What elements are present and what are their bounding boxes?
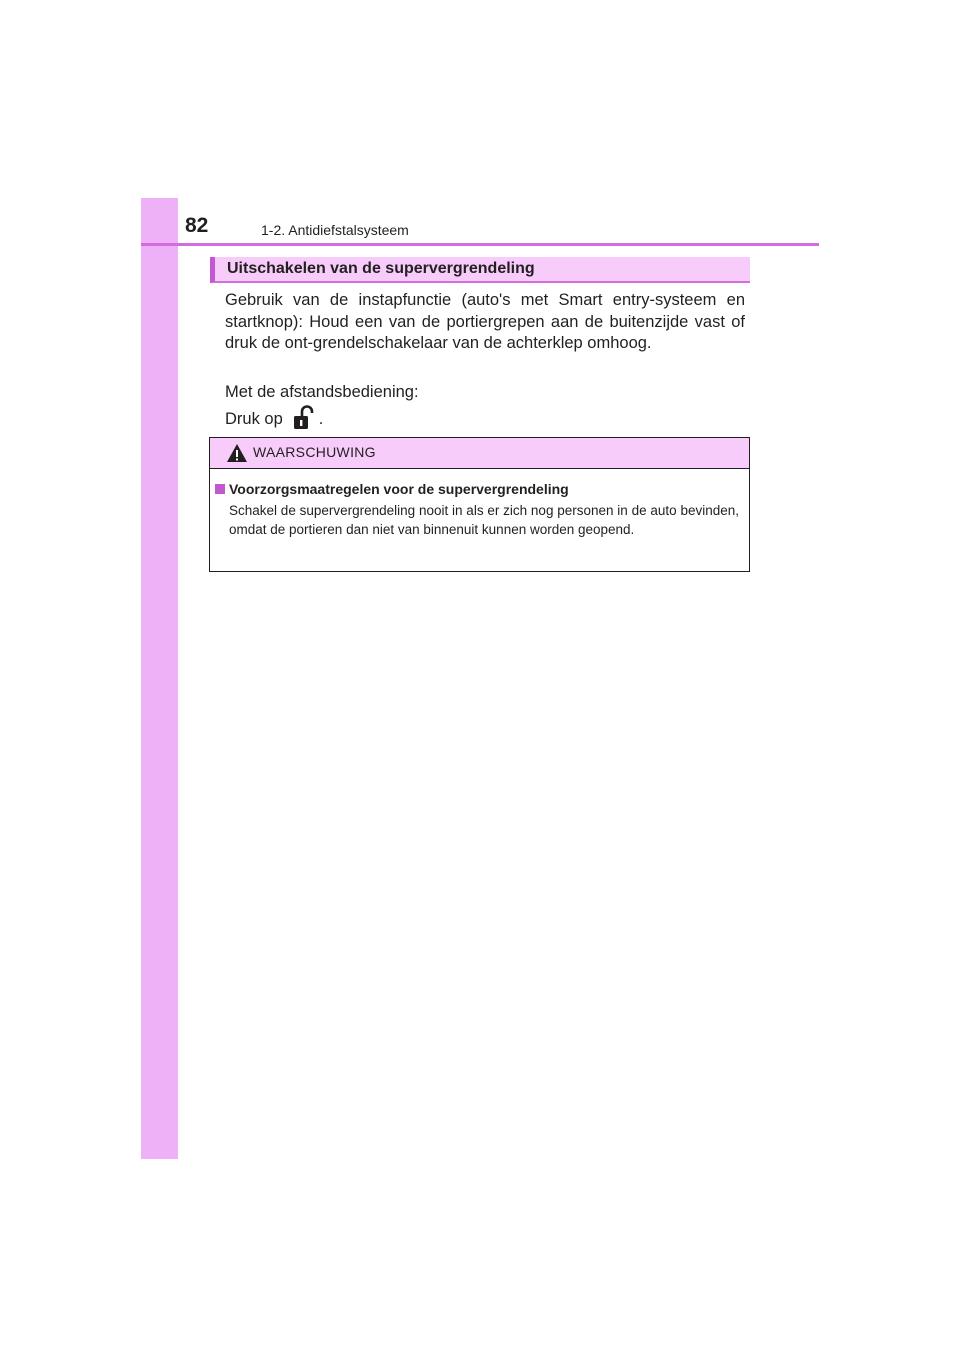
side-tab-strip (141, 198, 178, 1159)
header-rule (141, 243, 819, 246)
remote-press-line (225, 404, 745, 431)
warning-header (210, 438, 749, 469)
bullet-square-icon (215, 484, 225, 494)
warning-label: WAARSCHUWING (253, 444, 376, 460)
section-reference: 1-2. Antidiefstalsysteem (261, 222, 409, 238)
remote-label: Met de afstandsbediening: (225, 383, 419, 401)
remote-paragraph (225, 382, 745, 430)
unlock-icon (289, 404, 315, 430)
remote-press-suffix: . (318, 409, 324, 428)
warning-item-title-text: Voorzorgsmaatregelen voor de supervergrendeling (229, 481, 569, 497)
remote-press-prefix: Druk op (225, 409, 283, 428)
section-heading-bar (210, 257, 750, 283)
warning-box (209, 437, 750, 572)
warning-item-text: Schakel de supervergrendeling nooit in als er zich nog personen in de auto bevinden, omdat de portieren dan niet van binnenuit kunnen worden geopend. (229, 503, 739, 537)
smart-entry-paragraph: Gebruik van de instapfunctie (auto's met Smart entry-systeem en startknop): Houd een van de portiergrepen aan de buitenzijde vast of druk de ont-grendelschakelaar van de achterklep omhoog. (225, 291, 745, 352)
warning-triangle-icon (226, 443, 248, 463)
section-heading: Uitschakelen van de supervergrendeling (227, 260, 535, 277)
page-number: 82 (185, 214, 209, 237)
warning-item-title (215, 481, 569, 498)
